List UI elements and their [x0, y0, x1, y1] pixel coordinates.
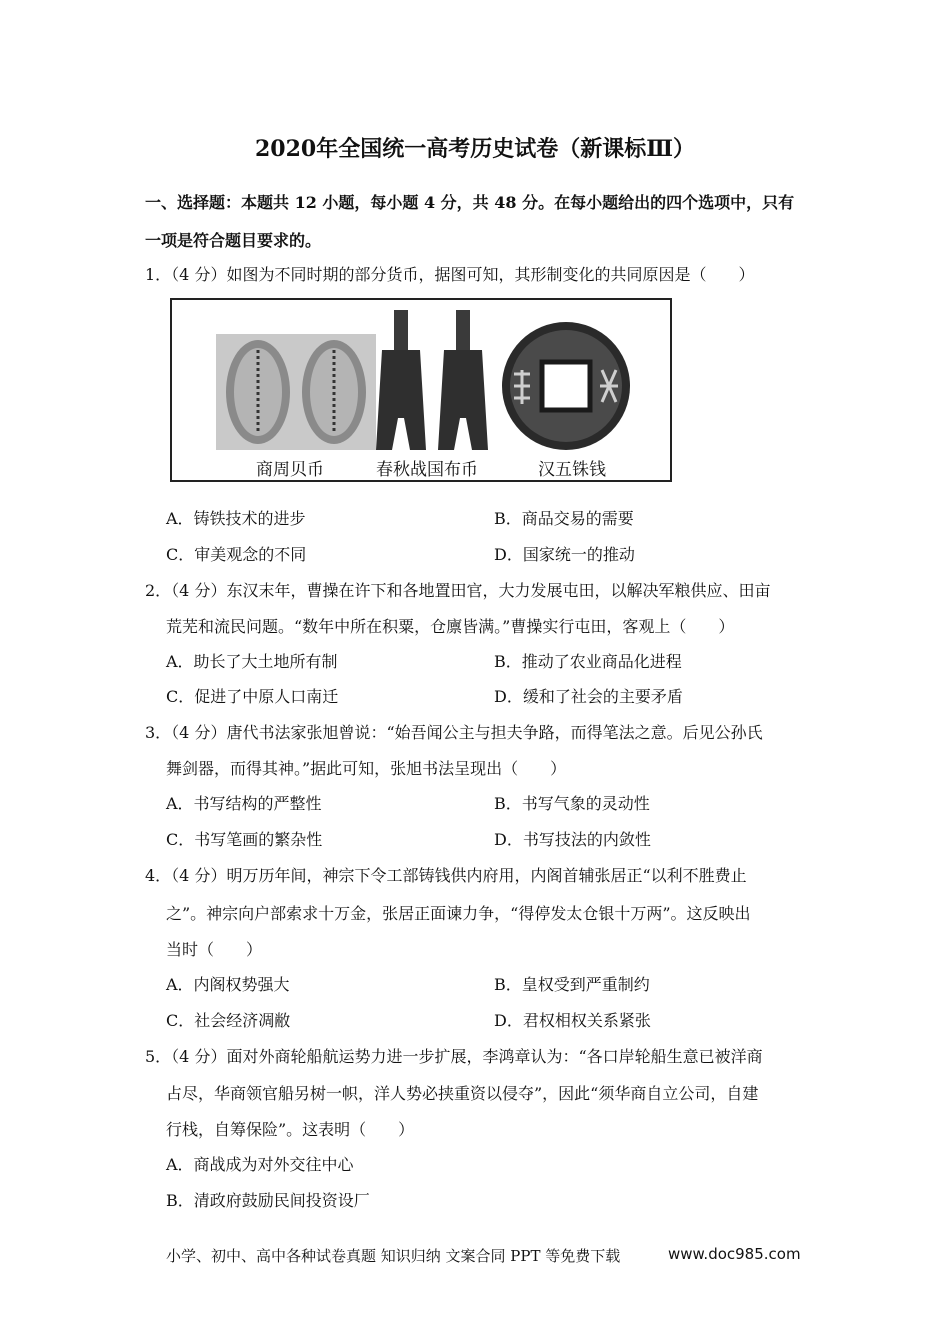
- question-2-option-d: D．缓和了社会的主要矛盾: [494, 687, 683, 706]
- wuzhu-coin: [502, 322, 630, 450]
- caption-wuzhu-coin: 汉五铢钱: [538, 460, 606, 480]
- footer-url: www.doc985.com: [668, 1245, 801, 1263]
- question-5-stem-line1: 5．（4 分）面对外商轮船航运势力进一步扩展，李鸿章认为：“各口岸轮船生意已被洋商: [145, 1047, 763, 1066]
- question-2-option-c: C．促进了中原人口南迁: [166, 687, 339, 706]
- question-2-option-b: B．推动了农业商品化进程: [494, 652, 682, 671]
- question-2-option-a: A．助长了大土地所有制: [166, 652, 338, 671]
- question-3-option-c: C．书写笔画的繁杂性: [166, 830, 323, 849]
- question-5-option-a: A．商战成为对外交往中心: [166, 1155, 354, 1174]
- question-4-stem-line3: 当时（ ）: [166, 940, 263, 959]
- question-1-option-d: D．国家统一的推动: [494, 545, 635, 564]
- section-heading-line1: 一、选择题：本题共 12 小题，每小题 4 分，共 48 分。在每小题给出的四个选项中，只有: [145, 193, 795, 212]
- question-3-option-d: D．书写技法的内敛性: [494, 830, 651, 849]
- currency-figure: [170, 298, 672, 482]
- question-4-stem-line1: 4．（4 分）明万历年间，神宗下令工部铸钱供内府用，内阁首辅张居正“以利不胜费止: [145, 866, 747, 885]
- question-1-option-b: B．商品交易的需要: [494, 509, 634, 528]
- footer-text: 小学、初中、高中各种试卷真题 知识归纳 文案合同 PPT 等免费下载: [166, 1247, 621, 1265]
- question-1-option-c: C．审美观念的不同: [166, 545, 307, 564]
- question-4-option-c: C．社会经济凋敝: [166, 1011, 291, 1030]
- question-3-stem-line1: 3．（4 分）唐代书法家张旭曾说：“始吾闻公主与担夫争路，而得笔法之意。后见公孙氏: [145, 723, 763, 742]
- question-5-stem-line2: 占尽，华商领官船另树一帜，洋人势必挟重资以侵夺”，因此“须华商自立公司，自建: [166, 1084, 759, 1103]
- section-heading-line2: 一项是符合题目要求的。: [145, 231, 322, 250]
- spade-coin-left: [376, 310, 426, 450]
- caption-shell-money: 商周贝币: [256, 460, 324, 480]
- question-5-option-b: B．清政府鼓励民间投资设厂: [166, 1191, 370, 1210]
- caption-spade-money: 春秋战国布币: [376, 460, 478, 480]
- page-title: 2020年全国统一高考历史试卷（新课标Ⅲ）: [254, 136, 696, 162]
- question-4-option-d: D．君权相权关系紧张: [494, 1011, 651, 1030]
- question-4-option-a: A．内阁权势强大: [166, 975, 290, 994]
- question-1-stem: 1．（4 分）如图为不同时期的部分货币，据图可知，其形制变化的共同原因是（ ）: [145, 265, 755, 284]
- question-3-option-a: A．书写结构的严整性: [166, 794, 322, 813]
- question-3-option-b: B．书写气象的灵动性: [494, 794, 650, 813]
- question-3-stem-line2: 舞剑器，而得其神。”据此可知，张旭书法呈现出（ ）: [166, 759, 567, 778]
- question-1-option-a: A．铸铁技术的进步: [166, 509, 306, 528]
- question-5-stem-line3: 行栈，自筹保险”。这表明（ ）: [166, 1120, 415, 1139]
- question-2-stem-line1: 2．（4 分）东汉末年，曹操在许下和各地置田官，大力发展屯田，以解决军粮供应、田亩: [145, 581, 771, 600]
- question-4-option-b: B．皇权受到严重制约: [494, 975, 650, 994]
- question-4-stem-line2: 之”。神宗向户部索求十万金，张居正面谏力争，“得停发太仓银十万两”。这反映出: [166, 904, 751, 923]
- spade-coin-right: [438, 310, 488, 450]
- currency-illustration: [172, 300, 670, 450]
- question-2-stem-line2: 荒芜和流民问题。“数年中所在积粟，仓廪皆满。”曹操实行屯田，客观上（ ）: [166, 617, 735, 636]
